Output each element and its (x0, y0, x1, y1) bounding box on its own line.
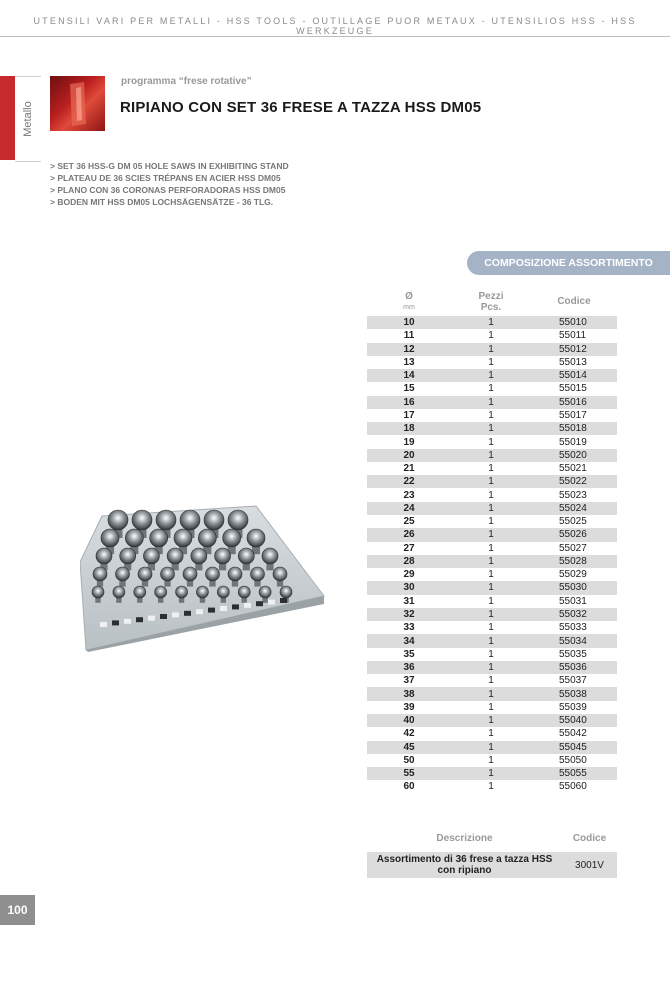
table-row (367, 356, 617, 369)
code-cell: 55016 (531, 396, 617, 409)
diameter-cell: 21 (403, 463, 415, 475)
code-cell: 55045 (531, 741, 617, 754)
table-row (367, 754, 617, 767)
hole-saw (183, 567, 197, 581)
table-row (367, 369, 617, 382)
diameter-cell: 60 (403, 781, 415, 793)
category-thumbnail (50, 76, 105, 131)
product-subtitle: programma “frese rotative” (121, 76, 252, 87)
col-order-code: Codice (572, 832, 607, 844)
table-row (367, 595, 617, 608)
diameter-cell: 40 (367, 714, 451, 727)
diameter-cell: 31 (403, 595, 415, 607)
table-row (367, 741, 617, 754)
hole-saw (167, 548, 183, 564)
code-cell: 55026 (531, 528, 617, 541)
diameter-cell: 17 (403, 409, 415, 421)
hole-saw (93, 567, 107, 581)
code-cell: 55039 (559, 701, 587, 713)
code-cell: 55012 (531, 343, 617, 356)
pieces-cell: 1 (451, 661, 531, 674)
table-row (367, 727, 617, 740)
hole-saw (125, 529, 143, 547)
pieces-cell: 1 (488, 728, 494, 740)
code-cell: 55015 (559, 383, 587, 395)
diameter-cell: 20 (367, 449, 451, 462)
diameter-cell: 29 (403, 569, 415, 581)
cutter-thumbnail-icon (50, 76, 105, 131)
product-title: RIPIANO CON SET 36 FRESE A TAZZA HSS DM05 (120, 99, 482, 116)
product-photo (80, 504, 326, 652)
hole-saw (206, 567, 220, 581)
table-row (367, 488, 617, 501)
pieces-cell: 1 (488, 463, 494, 475)
table-row (367, 648, 617, 661)
pieces-cell: 1 (488, 648, 494, 660)
table-row (367, 449, 617, 462)
table-row (367, 422, 617, 435)
pieces-cell: 1 (451, 741, 531, 754)
pieces-cell: 1 (488, 383, 494, 395)
order-row (367, 852, 617, 878)
hole-saw (238, 586, 250, 598)
size-tag (148, 616, 155, 621)
hole-saw (132, 510, 152, 530)
code-cell: 55027 (559, 542, 587, 554)
pieces-cell: 1 (451, 528, 531, 541)
pieces-cell: 1 (488, 701, 494, 713)
code-cell: 55030 (531, 581, 617, 594)
table-row (367, 780, 617, 793)
hole-saw (280, 586, 292, 598)
code-cell: 55011 (559, 330, 587, 342)
code-cell: 55023 (559, 489, 587, 501)
table-row (367, 409, 617, 422)
category-color-tab (0, 76, 15, 160)
pieces-cell: 1 (451, 316, 531, 329)
description-en: > SET 36 HSS-G DM 05 HOLE SAWS IN EXHIBITING STAND (50, 161, 289, 171)
col-diameter: Ø mm (367, 290, 451, 316)
pieces-cell: 1 (488, 409, 494, 421)
size-tag (100, 622, 107, 627)
pieces-cell: 1 (451, 343, 531, 356)
size-tag (268, 600, 275, 605)
size-tag (220, 606, 227, 611)
code-cell: 55022 (531, 475, 617, 488)
diameter-cell: 50 (403, 754, 415, 766)
table-row (367, 528, 617, 541)
pieces-cell: 1 (488, 675, 494, 687)
order-table-header (367, 830, 617, 852)
code-cell: 55029 (559, 569, 587, 581)
pieces-cell: 1 (451, 687, 531, 700)
pieces-cell: 1 (488, 436, 494, 448)
diameter-cell: 42 (403, 728, 415, 740)
diameter-cell: 10 (367, 316, 451, 329)
hole-saw (180, 510, 200, 530)
hole-saw (215, 548, 231, 564)
hole-saw (156, 510, 176, 530)
diameter-cell: 18 (367, 422, 451, 435)
page-header (0, 0, 670, 37)
pieces-cell: 1 (488, 489, 494, 501)
hole-saw (176, 586, 188, 598)
hole-saw (113, 586, 125, 598)
diameter-cell: 34 (367, 634, 451, 647)
pieces-cell: 1 (488, 330, 494, 342)
table-row (367, 581, 617, 594)
size-tag (280, 598, 287, 603)
hole-saw (262, 548, 278, 564)
hole-saw (101, 529, 119, 547)
description-fr: > PLATEAU DE 36 SCIES TRÉPANS EN ACIER HSS DM05 (50, 173, 281, 183)
size-tag (160, 614, 167, 619)
size-tag (124, 619, 131, 624)
table-row (367, 316, 617, 329)
pieces-cell: 1 (451, 449, 531, 462)
diameter-cell: 26 (367, 528, 451, 541)
code-cell: 55021 (559, 463, 587, 475)
code-cell: 55040 (531, 714, 617, 727)
table-row (367, 343, 617, 356)
code-cell: 55042 (559, 728, 587, 740)
pieces-cell: 1 (488, 356, 494, 368)
category-label-box (15, 76, 41, 162)
table-row (367, 608, 617, 621)
size-tag (208, 608, 215, 613)
code-cell: 55055 (531, 767, 617, 780)
table-row (367, 634, 617, 647)
diameter-cell: 45 (367, 741, 451, 754)
pieces-cell: 1 (451, 581, 531, 594)
hole-saw (217, 586, 229, 598)
diameter-cell: 14 (367, 369, 451, 382)
size-tag (196, 609, 203, 614)
order-code: 3001V (562, 852, 617, 878)
pieces-cell: 1 (451, 475, 531, 488)
col-diameter-unit: mm (403, 303, 415, 311)
table-row (367, 674, 617, 687)
col-pieces-alt: Pcs. (480, 301, 502, 313)
page-number: 100 (0, 895, 35, 925)
order-table (367, 830, 617, 878)
diameter-cell: 30 (367, 581, 451, 594)
order-description: Assortimento di 36 frese a tazza HSS con ripiano (367, 852, 562, 878)
code-cell: 55036 (531, 661, 617, 674)
size-tag (244, 603, 251, 608)
code-cell: 55013 (559, 356, 587, 368)
hole-saw (228, 510, 248, 530)
pieces-cell: 1 (451, 396, 531, 409)
hole-saw (238, 548, 254, 564)
pieces-cell: 1 (451, 714, 531, 727)
assortment-table (367, 290, 617, 794)
diameter-cell: 23 (403, 489, 415, 501)
size-tag (112, 620, 119, 625)
size-tag (172, 612, 179, 617)
diameter-cell: 55 (367, 767, 451, 780)
code-cell: 55035 (559, 648, 587, 660)
hole-saw (138, 567, 152, 581)
diameter-cell: 39 (403, 701, 415, 713)
size-tag (256, 601, 263, 606)
code-cell: 55028 (531, 555, 617, 568)
code-cell: 55031 (559, 595, 587, 607)
diameter-cell: 28 (367, 555, 451, 568)
diameter-cell: 13 (403, 356, 415, 368)
hole-saw (259, 586, 271, 598)
product-descriptions (50, 160, 289, 208)
hole-saw (196, 586, 208, 598)
code-cell: 55034 (531, 634, 617, 647)
hole-saw (92, 586, 104, 598)
table-row (367, 542, 617, 555)
size-tag (184, 611, 191, 616)
code-cell: 55019 (559, 436, 587, 448)
hole-saw (116, 567, 130, 581)
size-tag (232, 604, 239, 609)
diameter-cell: 16 (367, 396, 451, 409)
diameter-cell: 33 (403, 622, 415, 634)
code-cell: 55014 (531, 369, 617, 382)
hole-saw (134, 586, 146, 598)
table-row (367, 396, 617, 409)
hole-saw (143, 548, 159, 564)
table-row (367, 555, 617, 568)
table-row (367, 462, 617, 475)
code-cell: 55033 (559, 622, 587, 634)
size-tag (136, 617, 143, 622)
hole-saw (174, 529, 192, 547)
pieces-cell: 1 (488, 516, 494, 528)
table-row (367, 382, 617, 395)
col-pieces: Pezzi Pcs. (478, 290, 504, 313)
diameter-cell: 12 (367, 343, 451, 356)
hole-saw (120, 548, 136, 564)
hole-saw (191, 548, 207, 564)
description-es: > PLANO CON 36 CORONAS PERFORADORAS HSS DM05 (50, 185, 286, 195)
code-cell: 55018 (531, 422, 617, 435)
diameter-cell: 37 (403, 675, 415, 687)
diameter-cell: 25 (403, 516, 415, 528)
hole-saw (155, 586, 167, 598)
table-row (367, 329, 617, 342)
table-row (367, 661, 617, 674)
header-text: UTENSILI VARI PER METALLI - HSS TOOLS - OUTILLAGE PUOR METAUX - UTENSILIOS HSS - HSS WERKZEUGE (33, 16, 637, 36)
pieces-cell: 1 (451, 369, 531, 382)
pieces-cell: 1 (451, 555, 531, 568)
col-code: Codice (557, 296, 591, 307)
pieces-cell: 1 (488, 595, 494, 607)
pieces-cell: 1 (451, 502, 531, 515)
table-row (367, 621, 617, 634)
category-label: Metallo (22, 101, 34, 137)
diameter-cell: 27 (403, 542, 415, 554)
diameter-cell: 22 (367, 475, 451, 488)
code-cell: 55060 (559, 781, 587, 793)
hole-saw (150, 529, 168, 547)
diameter-cell: 11 (403, 330, 415, 342)
hole-saw (108, 510, 128, 530)
code-cell: 55025 (559, 516, 587, 528)
hole-saw (228, 567, 242, 581)
code-cell: 55010 (531, 316, 617, 329)
hole-saw (273, 567, 287, 581)
pieces-cell: 1 (488, 781, 494, 793)
pieces-cell: 1 (488, 542, 494, 554)
code-cell: 55024 (531, 502, 617, 515)
hole-saw (247, 529, 265, 547)
table-row (367, 515, 617, 528)
table-row (367, 475, 617, 488)
diameter-cell: 38 (367, 687, 451, 700)
diameter-cell: 19 (403, 436, 415, 448)
diameter-cell: 36 (367, 661, 451, 674)
col-description: Descrizione (436, 832, 493, 844)
diameter-cell: 32 (367, 608, 451, 621)
pieces-cell: 1 (451, 634, 531, 647)
table-row (367, 714, 617, 727)
hole-saw (204, 510, 224, 530)
code-cell: 55032 (531, 608, 617, 621)
table-row (367, 687, 617, 700)
assortment-heading: COMPOSIZIONE ASSORTIMENTO (467, 251, 670, 275)
code-cell: 55020 (531, 449, 617, 462)
diameter-cell: 15 (403, 383, 415, 395)
assortment-table-header (367, 290, 617, 316)
table-row (367, 568, 617, 581)
table-row (367, 767, 617, 780)
assortment-table-body (367, 316, 617, 794)
hole-saw (198, 529, 216, 547)
pieces-cell: 1 (488, 622, 494, 634)
table-row (367, 435, 617, 448)
pieces-cell: 1 (451, 608, 531, 621)
code-cell: 55017 (559, 409, 587, 421)
hole-saw (161, 567, 175, 581)
code-cell: 55038 (531, 687, 617, 700)
code-cell: 55037 (559, 675, 587, 687)
hole-saw (251, 567, 265, 581)
pieces-cell: 1 (451, 767, 531, 780)
table-row (367, 502, 617, 515)
description-de: > BODEN MIT HSS DM05 LOCHSÄGENSÄTZE - 36 TLG. (50, 197, 274, 207)
hole-saw (223, 529, 241, 547)
diameter-cell: 24 (367, 502, 451, 515)
table-row (367, 701, 617, 714)
pieces-cell: 1 (488, 569, 494, 581)
code-cell: 55050 (559, 754, 587, 766)
diameter-cell: 35 (403, 648, 415, 660)
pieces-cell: 1 (451, 422, 531, 435)
pieces-cell: 1 (488, 754, 494, 766)
hole-saw (96, 548, 112, 564)
